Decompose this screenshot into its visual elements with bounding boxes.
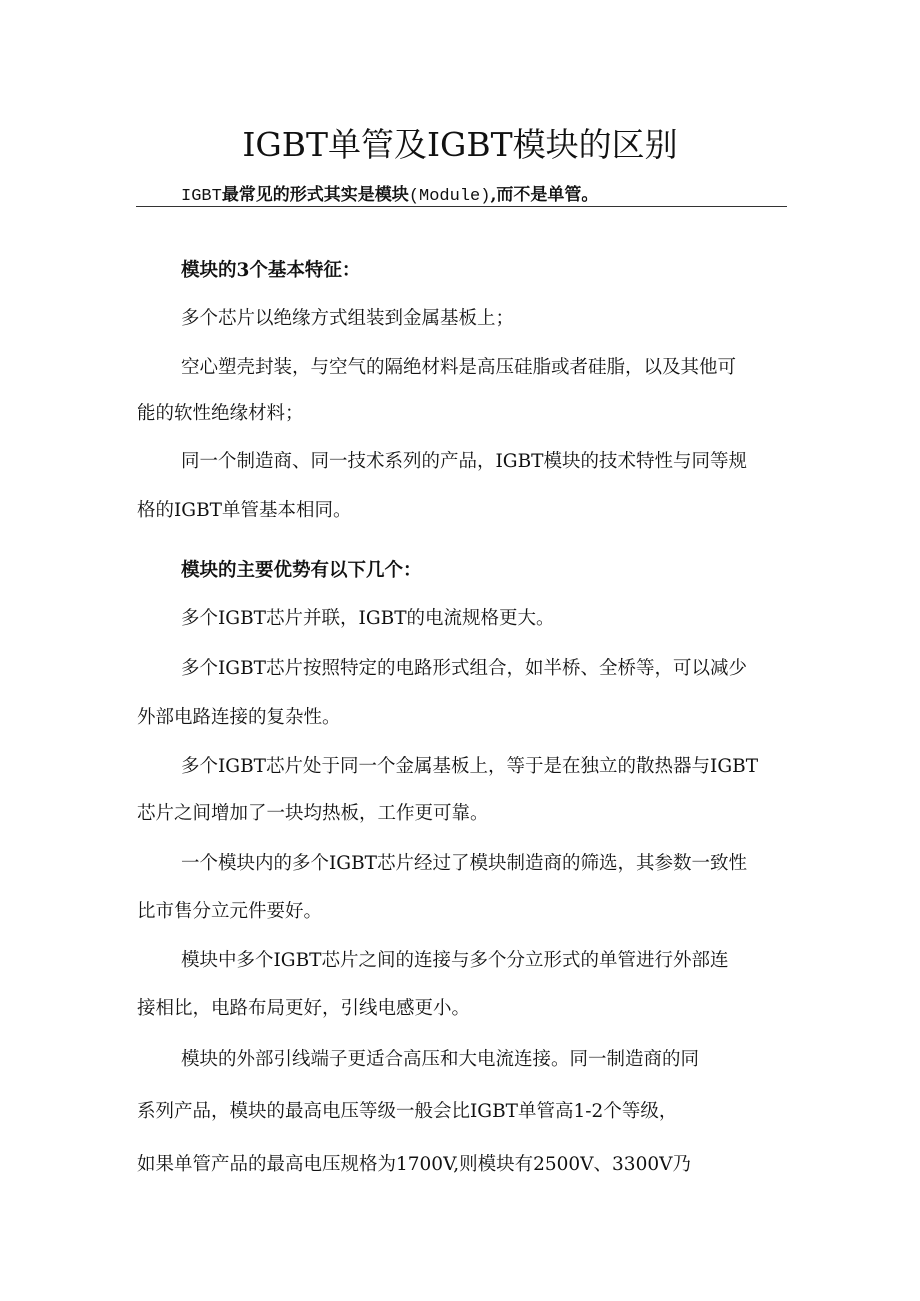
paragraph-line: 模块的外部引线端子更适合高压和大电流连接。同一制造商的同 xyxy=(181,1049,700,1070)
subtitle-part-1: IGBT xyxy=(181,187,222,206)
section-heading-advantages: 模块的主要优势有以下几个： xyxy=(181,560,422,581)
paragraph-line: 能的软性绝缘材料； xyxy=(137,403,304,424)
paragraph-line: 格的IGBT单管基本相同。 xyxy=(137,500,352,521)
paragraph-line: 接相比，电路布局更好，引线电感更小。 xyxy=(137,998,471,1019)
paragraph-line: 外部电路连接的复杂性。 xyxy=(137,707,341,728)
paragraph-line: 芯片之间增加了一块均热板，工作更可靠。 xyxy=(137,803,489,824)
subtitle-part-2: 最常见的形式其实是模块 xyxy=(221,185,409,205)
paragraph-line: 如果单管产品的最高电压规格为1700V,则模块有2500V、3300V乃 xyxy=(137,1154,691,1175)
header-divider xyxy=(136,206,787,207)
section-heading-features: 模块的3个基本特征： xyxy=(181,260,361,281)
document-title: IGBT单管及IGBT模块的区别 xyxy=(242,125,678,164)
paragraph-line: 多个IGBT芯片按照特定的电路形式组合，如半桥、全桥等，可以减少 xyxy=(181,658,748,679)
subtitle-part-4: ,而不是单管。 xyxy=(490,185,599,205)
paragraph-line: 多个IGBT芯片并联，IGBT的电流规格更大。 xyxy=(181,608,555,629)
paragraph-line: 同一个制造商、同一技术系列的产品，IGBT模块的技术特性与同等规 xyxy=(181,451,748,472)
paragraph-line: 比市售分立元件要好。 xyxy=(137,901,323,922)
paragraph-line: 多个IGBT芯片处于同一个金属基板上，等于是在独立的散热器与IGBT xyxy=(181,756,759,777)
subtitle-part-3: (Module) xyxy=(408,187,491,206)
paragraph-line: 多个芯片以绝缘方式组装到金属基板上； xyxy=(181,308,515,329)
paragraph-line: 模块中多个IGBT芯片之间的连接与多个分立形式的单管进行外部连 xyxy=(181,950,729,971)
paragraph-line: 一个模块内的多个IGBT芯片经过了模块制造商的筛选，其参数一致性 xyxy=(181,853,748,874)
paragraph-line: 空心塑壳封装，与空气的隔绝材料是高压硅脂或者硅脂，以及其他可 xyxy=(181,357,737,378)
paragraph-line: 系列产品，模块的最高电压等级一般会比IGBT单管高1-2个等级， xyxy=(137,1101,678,1122)
